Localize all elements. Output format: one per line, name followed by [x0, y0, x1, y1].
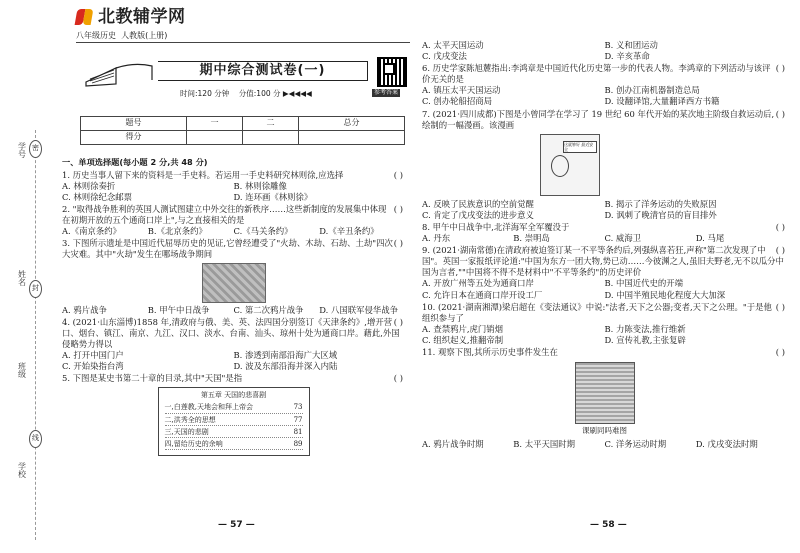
open-book-icon [82, 58, 154, 88]
option[interactable]: D.《辛丑条约》 [319, 226, 379, 237]
score-header-cell: 二 [242, 117, 298, 131]
gutter-label: 班级 [17, 362, 27, 378]
picture-caption: 课刷同吗难图 [582, 426, 627, 436]
option[interactable]: A. 鸦片战争时期 [422, 438, 484, 449]
question: ( ) 11. 观察下图,其所示历史事件发生在 课刷同吗难图 A. 鸦片战争时期 B. 太平天国时期 C. 洋务运动时期 D. 戊戌变法时期 [422, 346, 785, 449]
cartoon-sign: 这就够好 最近安全 [563, 141, 597, 153]
option[interactable]: B. 揭示了洋务运动的失败原因 [604, 198, 717, 209]
score-cell[interactable] [242, 131, 298, 145]
page-number: — 58 — [590, 520, 627, 530]
question: ( ) 10. (2021·湖南湘潭)梁启超在《变法通议》中说:"法者,天下之公器;变者,天下之公理。"于是他组织参与了 A. 查禁鸦片,虎门销烟 B. 力陈变法,推行维新 C. 组织起义,推翻帝制 D. 宣传礼教,主张复辟 [422, 301, 785, 345]
right-page [412, 0, 800, 553]
option[interactable]: D. 宣传礼教,主张复辟 [604, 334, 686, 345]
gutter-mark: 封 [29, 280, 42, 298]
right-questions [422, 40, 787, 451]
option[interactable]: A. 鸦片战争 [62, 304, 107, 315]
gutter-label: 学校 [17, 462, 27, 478]
gutter-label: 姓名 [17, 270, 27, 286]
toc-row: 四,留给历史的余响 89 [165, 440, 303, 450]
gutter-label: 学号 [17, 142, 27, 158]
option[interactable]: D. 波及东部沿海并深入内陆 [233, 361, 338, 372]
score-cell[interactable] [186, 131, 242, 145]
option[interactable]: C. 组织起义,推翻帝制 [422, 334, 504, 345]
option[interactable]: A. 查禁鸦片,虎门销烟 [422, 323, 504, 334]
option[interactable]: A. 反映了民族意识的空前觉醒 [422, 198, 534, 209]
cartoon-image [540, 134, 600, 196]
option[interactable]: C. 洋务运动时期 [604, 438, 667, 449]
option[interactable]: D. 连环画《林则徐》 [233, 192, 313, 203]
brand-name: 北教辅学网 [98, 7, 186, 27]
ruins-photo [202, 263, 266, 303]
question-continued [422, 40, 787, 62]
gutter-mark: 密 [29, 140, 42, 158]
toc-row: 一,白莲教,天地会和拜上帝会 73 [165, 403, 303, 413]
question: ( ) 9. (2021·湖南常德)在清政府被迫签订某一不平等条约后,列强纵喜若狂,声称"第二次发现了中国"。英国一家报纸评论道:"中国为东方一团大物,势已动……今彼渊之人,虽旧夫野老,无不以瓜分中国为言者,""中国将不得不是材料中"不平等条约"的历史评价 A. 开放广州等五处为通商口岸 B. 中国近代史的开端 C. 允许日本在通商口岸开设工厂 D. 中国半殖民地化程度大大加深 [422, 245, 785, 300]
option[interactable]: B. 甲午中日战争 [147, 304, 210, 315]
option[interactable]: D. 马尾 [695, 233, 725, 244]
exam-score: 分值:100 分 [238, 89, 281, 98]
exam-meta [180, 89, 312, 99]
binding-gutter [14, 130, 39, 540]
question: ( ) 6. 历史学家陈旭麓指出:李鸿章是中国近代化历史第一步的代表人物。李鸿章的下列活动与该评价无关的是 A. 镇压太平天国运动 B. 创办江南机器制造总局 C. 创办轮船招商局 D. 设翻译馆,大量翻译西方书籍 [422, 63, 785, 107]
qr-caption: 参考答案 [374, 89, 399, 96]
option[interactable]: C. 威海卫 [604, 233, 642, 244]
option[interactable]: C. 肯定了戊戌变法的进步意义 [422, 209, 534, 220]
subject-header: 八年级历史 人教版(上册) [76, 31, 168, 40]
option[interactable]: A. 太平天国运动 [422, 40, 484, 50]
question: ( ) 4. (2021·山东淄博)1858 年,清政府与俄、美、英、法四国分别签订《天津条约》,增开营口、烟台、镇江、南京、九江、汉口、淡水、台南、汕头、琼州十处为通商口岸。藉此,外国侵略势力得以 A. 打开中国门户 B. 渗透到南部沿海广大区域 C. 开始染指台湾 D. 波及东部沿海并深入内陆 [62, 316, 403, 372]
question: ( ) 7. (2021·四川成都)下图是小曾同学在学习了 19 世纪 60 年代开始的某次地主阶级自救运动后,绘制的一幅漫画。该漫画 这就够好 最近安全 A. 反映了民族意识的空前觉醒 B. 揭示了洋务运动的失败原因 C. 肯定了戊戌变法的进步意义 D. 讽刺了晚清官员的盲目排外 [422, 108, 785, 220]
score-header-cell: 一 [186, 117, 242, 131]
audio-icon: ▶◀◀◀◀ [282, 89, 312, 98]
score-header-cell: 总分 [299, 117, 405, 131]
option[interactable]: B. 林则徐雕像 [233, 180, 287, 191]
option[interactable]: D. 讽刺了晚清官员的盲目排外 [604, 209, 717, 220]
option[interactable]: C. 允许日本在通商口岸开设工厂 [422, 289, 543, 300]
qr-code-icon[interactable] [377, 57, 407, 87]
option[interactable]: C. 开始染指台湾 [62, 361, 124, 372]
question: ( ) 1. 历史当事人留下来的资料是一手史料。若运用一手史料研究林则徐,应选择 A. 林则徐奏折 B. 林则徐雕像 C. 林则徐纪念邮票 D. 连环画《林则徐》 [62, 169, 403, 203]
option[interactable]: A. 开放广州等五处为通商口岸 [422, 278, 534, 289]
option[interactable]: C. 创办轮船招商局 [422, 96, 493, 107]
option[interactable]: A. 丹东 [422, 233, 451, 244]
option[interactable]: D. 设翻译馆,大量翻译西方书籍 [604, 96, 720, 107]
question: ( ) 2. "取得战争胜利的英国人测试图建立中外交往的新秩序……这些新制度的发展集中体现在初期开放的五个通商口岸上",与之直接相关的是 A.《南京条约》 B.《北京条约》 C.《马关条约》 D.《辛丑条约》 [62, 204, 403, 237]
option[interactable]: D. 辛亥革命 [604, 51, 650, 62]
option[interactable]: B. 中国近代史的开端 [604, 278, 683, 289]
score-header-cell: 题号 [81, 117, 187, 131]
exam-time: 时间:120 分钟 [180, 89, 230, 98]
option[interactable]: B. 太平天国时期 [513, 438, 575, 449]
toc-row: 三,天国的悲剧 81 [165, 428, 303, 438]
option[interactable]: A. 镇压太平天国运动 [422, 85, 501, 96]
option[interactable]: A.《南京条约》 [62, 226, 121, 237]
score-table [80, 116, 405, 145]
section-title: 一、单项选择题(每小题 2 分,共 48 分) [62, 157, 208, 167]
option[interactable]: C. 第二次鸦片战争 [233, 304, 304, 315]
header-rule [76, 42, 410, 43]
option[interactable]: A. 林则徐奏折 [62, 180, 116, 191]
option[interactable]: B. 崇明岛 [513, 233, 550, 244]
option[interactable]: D. 八国联军侵华战争 [319, 304, 398, 315]
option[interactable]: C. 林则徐纪念邮票 [62, 192, 133, 203]
option[interactable]: B.《北京条约》 [147, 226, 207, 237]
left-questions [62, 157, 405, 458]
question: ( ) 5. 下图是某史书第二十章的目录,其中"天国"是指 第五章 天国的悲喜剧 一,白莲教,天地会和拜上帝会 73 二,洪秀全的思想 77 三,天国的悲剧 81 四,留给历史的余响 89 [62, 373, 405, 456]
question: ( ) 8. 甲午中日战争中,北洋海军全军覆没于 A. 丹东 B. 崇明岛 C. 威海卫 D. 马尾 [422, 221, 785, 244]
option[interactable]: B. 力陈变法,推行维新 [604, 323, 686, 334]
option[interactable]: C.《马关条约》 [233, 226, 293, 237]
option[interactable]: D. 中国半殖民地化程度大大加深 [604, 289, 726, 300]
logo-icon [74, 7, 94, 27]
toc-row: 二,洪秀全的思想 77 [165, 416, 303, 426]
historical-picture [575, 362, 635, 424]
option[interactable]: D. 戊戌变法时期 [695, 438, 758, 449]
question: ( ) 3. 下图所示遗址是中国近代屈辱历史的见证,它曾经遭受了"火劫、木劫、石劫、土劫"四次大灾难。其中"火劫"发生在哪场战争期间 A. 鸦片战争 B. 甲午中日战争 C. 第二次鸦片战争 D. 八国联军侵华战争 [62, 238, 403, 315]
option[interactable]: A. 打开中国门户 [62, 349, 124, 360]
toc-heading: 第五章 天国的悲喜剧 [200, 391, 267, 400]
exam-title: 期中综合测试卷(一) [158, 61, 368, 81]
option[interactable]: B. 渗透到南部沿海广大区域 [233, 349, 338, 360]
gutter-mark: 线 [29, 430, 42, 448]
score-cell[interactable] [299, 131, 405, 145]
option[interactable]: B. 义和团运动 [604, 40, 658, 50]
brand-logo [74, 6, 186, 28]
option[interactable]: C. 戊戌变法 [422, 51, 467, 62]
option[interactable]: B. 创办江南机器制造总局 [604, 85, 700, 96]
table-of-contents [158, 387, 310, 456]
page-number: — 57 — [218, 520, 255, 530]
score-row-label: 得分 [81, 131, 187, 145]
